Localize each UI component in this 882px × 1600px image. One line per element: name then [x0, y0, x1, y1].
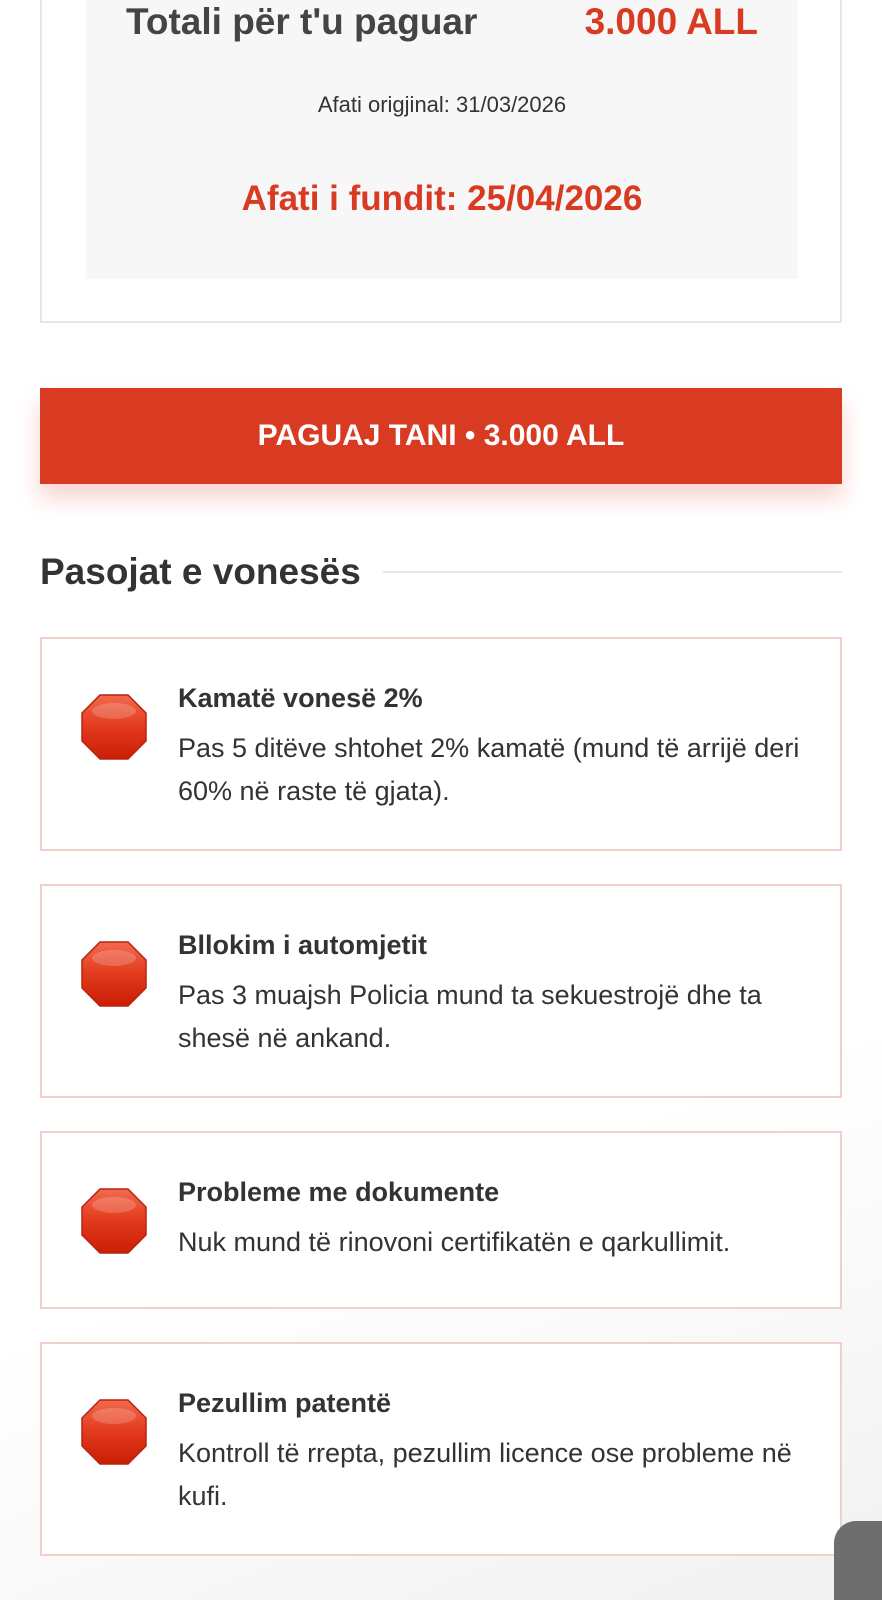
original-deadline: Afati origjinal: 31/03/2026 — [317, 92, 567, 117]
total-row — [126, 0, 758, 44]
section-divider — [383, 571, 842, 573]
consequence-description: Pas 5 ditëve shtohet 2% kamatë (mund të arrijë deri 60% në raste të gjata). — [178, 733, 800, 806]
stop-sign-icon — [80, 1398, 148, 1466]
consequence-description: Kontroll të rrepta, pezullim licence ose probleme në kufi. — [178, 1438, 792, 1511]
stop-sign-icon — [80, 693, 148, 761]
consequence-description: Pas 3 muajsh Policia mund ta sekuestrojë dhe ta shesë në ankand. — [178, 980, 762, 1053]
consequence-title: Pezullim patentë — [178, 1388, 392, 1418]
payment-summary-panel — [86, 0, 798, 279]
consequence-card-vehicle-block — [40, 884, 842, 1098]
stop-sign-icon — [80, 940, 148, 1008]
consequences-header — [40, 548, 842, 596]
consequence-description: Nuk mund të rinovoni certifikatën e qarkullimit. — [178, 1227, 731, 1257]
consequence-title: Bllokim i automjetit — [178, 930, 428, 960]
section-title: Pasojat e vonesës — [40, 551, 361, 592]
floating-corner-tab[interactable] — [834, 1521, 882, 1600]
consequence-card-documents — [40, 1131, 842, 1309]
consequence-title: Kamatë vonesë 2% — [178, 683, 423, 713]
consequence-title: Probleme me dokumente — [178, 1177, 500, 1207]
final-deadline: Afati i fundit: 25/04/2026 — [241, 179, 643, 218]
total-label: Totali për t'u paguar — [126, 1, 478, 42]
pay-now-button[interactable]: PAGUAJ TANI • 3.000 ALL — [40, 388, 842, 484]
stop-sign-icon — [80, 1187, 148, 1255]
consequence-card-late-interest — [40, 637, 842, 851]
payment-summary-card — [40, 0, 842, 323]
consequence-card-license-suspension — [40, 1342, 842, 1556]
total-amount: 3.000 ALL — [584, 1, 758, 42]
